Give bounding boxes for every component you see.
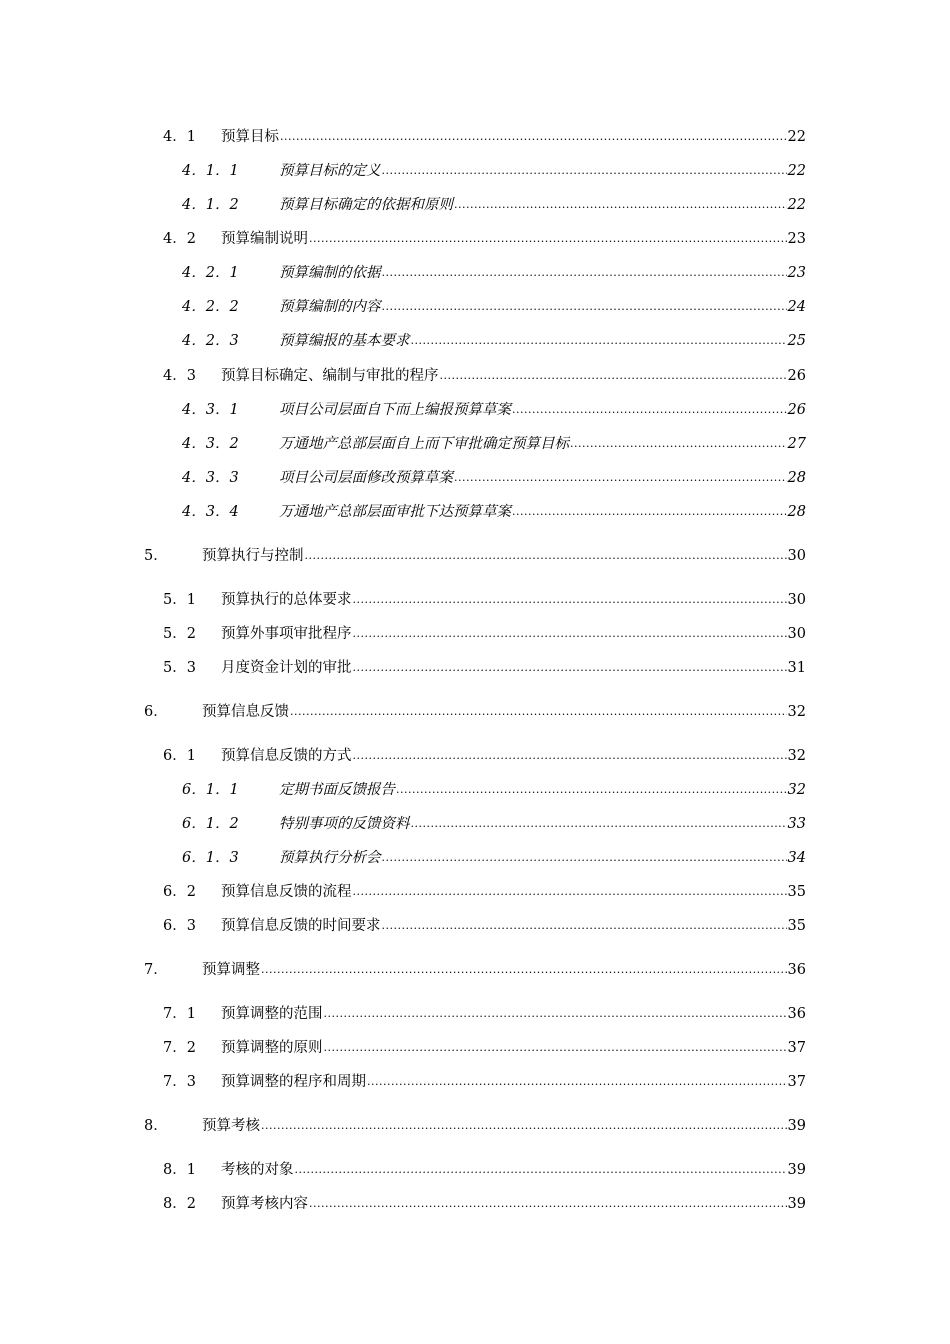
toc-entry-title: 预算调整的范围 [221,1006,323,1022]
toc-page-number: 39 [787,1196,806,1212]
toc-entry-title: 定期书面反馈报告 [279,782,395,798]
toc-dot-leader [411,813,787,834]
toc-entry[interactable] [182,780,806,800]
toc-dot-leader [353,589,787,610]
toc-page-number: 22 [787,129,806,145]
toc-page-number: 22 [787,163,806,179]
toc-dot-leader [512,399,787,420]
toc-dot-leader [382,160,787,181]
toc-entry[interactable] [182,400,806,420]
toc-entry[interactable] [144,960,806,980]
toc-dot-leader [324,1003,787,1024]
toc-entry-number: 4．3．1 [182,402,239,418]
toc-dot-leader [440,365,787,386]
toc-dot-leader [353,745,787,766]
toc-entry[interactable] [182,468,806,488]
toc-entry[interactable] [182,297,806,317]
toc-entry-title: 预算信息反馈的流程 [221,884,352,900]
toc-entry[interactable] [182,434,806,454]
toc-page-number: 28 [787,470,806,486]
toc-dot-leader [295,1159,787,1180]
toc-page-number: 30 [787,592,806,608]
toc-entry[interactable] [182,502,806,522]
toc-page-number: 33 [787,816,806,832]
toc-page-number: 22 [787,197,806,213]
toc-dot-leader [280,126,787,147]
toc-entry[interactable] [163,229,806,249]
toc-page-number: 37 [787,1074,806,1090]
toc-entry-title: 预算编制的内容 [279,299,381,315]
toc-dot-leader [411,330,787,351]
toc-entry-title: 预算编制的依据 [279,265,381,281]
toc-entry[interactable] [182,814,806,834]
toc-page-number: 39 [787,1118,806,1134]
toc-page-number: 32 [787,748,806,764]
toc-dot-leader [382,915,787,936]
toc-entry-number: 6． [144,704,168,720]
toc-entry-title: 预算信息反馈的方式 [221,748,352,764]
toc-entry[interactable] [163,1038,806,1058]
toc-entry-number: 4．3 [163,368,196,384]
toc-entry[interactable] [182,195,806,215]
toc-entry[interactable] [182,161,806,181]
toc-entry[interactable] [163,366,806,386]
toc-page-number: 37 [787,1040,806,1056]
toc-entry-title: 万通地产总部层面自上而下审批确定预算目标 [279,436,569,452]
toc-entry-number: 4．3．2 [182,436,239,452]
toc-entry-title: 项目公司层面自下而上编报预算草案 [279,402,511,418]
toc-entry-title: 预算目标的定义 [279,163,381,179]
toc-entry-number: 7．1 [163,1006,196,1022]
toc-entry-title: 预算外事项审批程序 [221,626,352,642]
toc-entry-number: 4．1．2 [182,197,239,213]
toc-entry-title: 预算信息反馈的时间要求 [221,918,381,934]
toc-entry[interactable] [163,1194,806,1214]
toc-entry-number: 4．2．2 [182,299,239,315]
toc-entry-number: 4．3．3 [182,470,239,486]
toc-entry-title: 月度资金计划的审批 [221,660,352,676]
toc-entry-title: 万通地产总部层面审批下达预算草案 [279,504,511,520]
toc-entry-number: 4．2．3 [182,333,239,349]
toc-entry[interactable] [182,263,806,283]
toc-entry[interactable] [144,1116,806,1136]
toc-dot-leader [382,296,787,317]
toc-entry-title: 预算目标 [221,129,279,145]
toc-entry-title: 预算编报的基本要求 [279,333,410,349]
toc-entry[interactable] [163,590,806,610]
toc-entry[interactable] [163,624,806,644]
toc-page-number: 39 [787,1162,806,1178]
toc-entry-number: 4．1 [163,129,196,145]
toc-page-number: 27 [787,436,806,452]
toc-entry-number: 4．3．4 [182,504,239,520]
toc-entry-number: 4．2．1 [182,265,239,281]
toc-entry[interactable] [163,746,806,766]
toc-dot-leader [324,1037,787,1058]
toc-entry-number: 8．2 [163,1196,196,1212]
toc-entry-title: 预算执行分析会 [279,850,381,866]
toc-page-number: 25 [787,333,806,349]
toc-entry-number: 6．1．3 [182,850,239,866]
toc-page-number: 32 [787,704,806,720]
toc-entry-number: 4．1．1 [182,163,239,179]
toc-entry[interactable] [163,882,806,902]
toc-entry[interactable] [182,848,806,868]
toc-dot-leader [261,1115,787,1136]
toc-page-number: 35 [787,884,806,900]
toc-entry-number: 6．1 [163,748,196,764]
toc-page-number: 28 [787,504,806,520]
toc-entry-number: 8． [144,1118,168,1134]
toc-dot-leader [261,959,787,980]
toc-dot-leader [305,545,787,566]
toc-dot-leader [353,623,787,644]
toc-dot-leader [309,1193,787,1214]
toc-page-number: 23 [787,231,806,247]
toc-page-number: 26 [787,402,806,418]
toc-dot-leader [512,501,787,522]
toc-entry-title: 预算考核内容 [221,1196,308,1212]
toc-entry-number: 6．3 [163,918,196,934]
toc-entry-title: 项目公司层面修改预算草案 [279,470,453,486]
toc-page-number: 23 [787,265,806,281]
toc-entry[interactable] [163,1004,806,1024]
toc-entry-number: 7． [144,962,168,978]
toc-dot-leader [382,847,787,868]
toc-entry-title: 特别事项的反馈资料 [279,816,410,832]
toc-entry-number: 7．2 [163,1040,196,1056]
toc-entry-number: 5．1 [163,592,196,608]
toc-dot-leader [367,1071,787,1092]
toc-entry-number: 6．1．2 [182,816,239,832]
toc-page-number: 30 [787,548,806,564]
toc-entry-number: 5．3 [163,660,196,676]
toc-entry[interactable] [144,702,806,722]
toc-entry[interactable] [163,658,806,678]
toc-dot-leader [353,657,787,678]
toc-entry-title: 预算调整的原则 [221,1040,323,1056]
toc-entry-number: 8．1 [163,1162,196,1178]
toc-entry-number: 5． [144,548,168,564]
toc-entry-number: 6．2 [163,884,196,900]
toc-entry[interactable] [182,331,806,351]
toc-page-number: 36 [787,1006,806,1022]
toc-entry-title: 预算调整的程序和周期 [221,1074,366,1090]
toc-dot-leader [382,262,787,283]
toc-entry-title: 预算考核 [202,1118,260,1134]
toc-entry-title: 预算信息反馈 [202,704,289,720]
toc-entry-title: 考核的对象 [221,1162,294,1178]
toc-entry[interactable] [163,916,806,936]
toc-entry-title: 预算目标确定的依据和原则 [279,197,453,213]
toc-page-number: 36 [787,962,806,978]
toc-entry-title: 预算执行的总体要求 [221,592,352,608]
toc-entry[interactable] [163,1160,806,1180]
toc-entry-title: 预算目标确定、编制与审批的程序 [221,368,439,384]
toc-dot-leader [396,779,787,800]
toc-page-number: 34 [787,850,806,866]
toc-page-number: 26 [787,368,806,384]
toc-page-number: 31 [787,660,806,676]
toc-entry-title: 预算执行与控制 [202,548,304,564]
toc-dot-leader [309,228,787,249]
toc-entry[interactable] [163,1072,806,1092]
toc-entry[interactable] [163,127,806,147]
toc-page-number: 32 [787,782,806,798]
toc-dot-leader [570,433,787,454]
toc-entry-number: 5．2 [163,626,196,642]
toc-dot-leader [454,194,787,215]
toc-dot-leader [290,701,787,722]
toc-dot-leader [353,881,787,902]
toc-entry-number: 7．3 [163,1074,196,1090]
toc-page-number: 35 [787,918,806,934]
toc-page-number: 24 [787,299,806,315]
toc-page-number: 30 [787,626,806,642]
toc-dot-leader [454,467,787,488]
toc-entry-number: 6．1．1 [182,782,239,798]
toc-entry[interactable] [144,546,806,566]
toc-entry-number: 4．2 [163,231,196,247]
toc-entry-title: 预算编制说明 [221,231,308,247]
toc-entry-title: 预算调整 [202,962,260,978]
